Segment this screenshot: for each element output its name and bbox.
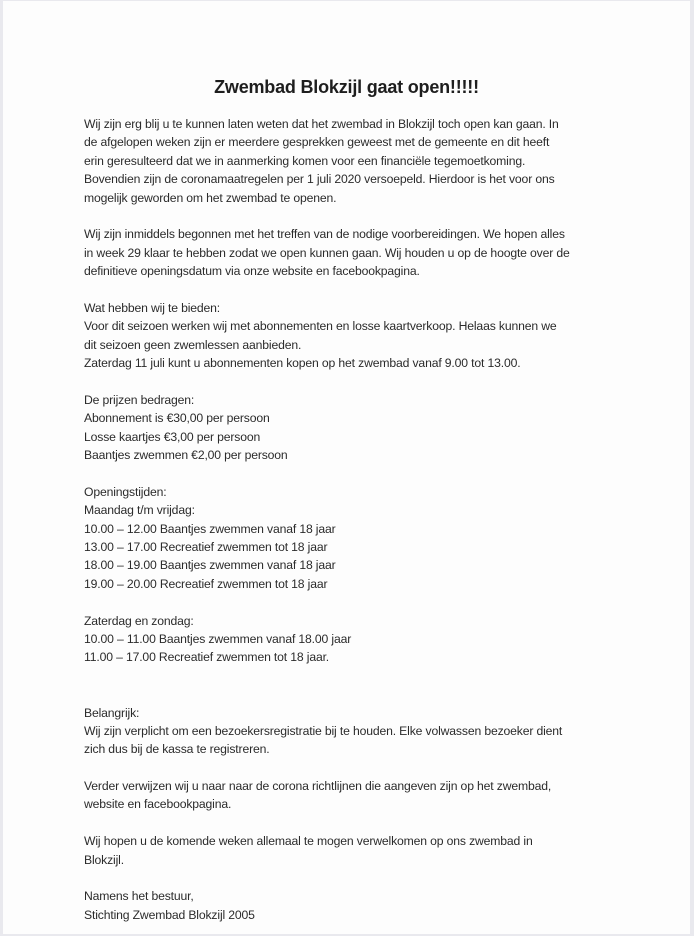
opening-hours-section xyxy=(84,483,624,667)
time-slot: 13.00 – 17.00 Recreatief zwemmen tot 18 jaar xyxy=(84,539,328,554)
text-line: zich dus bij de kassa te registreren. xyxy=(84,742,270,757)
prices-section xyxy=(84,391,624,465)
time-slot: 10.00 – 12.00 Baantjes zwemmen vanaf 18 jaar xyxy=(84,521,336,536)
guidelines-paragraph xyxy=(84,777,624,814)
section-heading: Belangrijk: xyxy=(84,705,140,720)
signature-organization: Stichting Zwembad Blokzijl 2005 xyxy=(84,907,255,922)
text-line: dit seizoen geen zwemlessen aanbieden. xyxy=(84,337,302,352)
text-line: Voor dit seizoen werken wij met abonnementen en losse kaartverkoop. Helaas kunnen we xyxy=(84,319,557,334)
intro-paragraph xyxy=(84,115,624,207)
document-title: Zwembad Blokzijl gaat open!!!!! xyxy=(214,77,479,97)
signature xyxy=(84,887,624,924)
document-page xyxy=(3,1,690,934)
section-heading: Wat hebben wij te bieden: xyxy=(84,300,221,315)
weekend-label: Zaterdag en zondag: xyxy=(84,613,194,628)
offer-section xyxy=(84,299,624,373)
price-item: Baantjes zwemmen €2,00 per persoon xyxy=(84,448,288,463)
preparations-paragraph xyxy=(84,225,624,280)
section-heading: Openingstijden: xyxy=(84,484,167,499)
text-line: in week 29 klaar te hebben zodat we open kunnen gaan. Wij houden u op de hoogte over de xyxy=(84,245,570,260)
price-item: Abonnement is €30,00 per persoon xyxy=(84,411,270,426)
text-line: Bovendien zijn de coronamaatregelen per 1 juli 2020 versoepeld. Hierdoor is het voor ons xyxy=(84,172,555,187)
text-line: definitieve openingsdatum via onze website en facebookpagina. xyxy=(84,264,420,279)
section-heading: De prijzen bedragen: xyxy=(84,392,195,407)
signature-line: Namens het bestuur, xyxy=(84,889,194,904)
text-line: Verder verwijzen wij u naar naar de corona richtlijnen die aangeven zijn op het zwembad, xyxy=(84,779,552,794)
text-line: website en facebookpagina. xyxy=(84,797,232,812)
text-line: Wij hopen u de komende weken allemaal te mogen verwelkomen op ons zwembad in xyxy=(84,834,533,849)
time-slot: 19.00 – 20.00 Recreatief zwemmen tot 18 jaar xyxy=(84,576,328,591)
text-line: Wij zijn verplicht om een bezoekersregistratie bij te houden. Elke volwassen bezoeker dient xyxy=(84,723,563,738)
text-line: Wij zijn erg blij u te kunnen laten weten dat het zwembad in Blokzijl toch open kan gaan. In xyxy=(84,117,559,131)
weekdays-label: Maandag t/m vrijdag: xyxy=(84,503,195,518)
time-slot: 11.00 – 17.00 Recreatief zwemmen tot 18 jaar. xyxy=(84,650,330,665)
text-line: Blokzijl. xyxy=(84,852,124,867)
time-slot: 18.00 – 19.00 Baantjes zwemmen vanaf 18 jaar xyxy=(84,558,336,573)
text-line: de afgelopen weken zijn er meerdere gesprekken geweest met de gemeente en dit heeft xyxy=(84,135,550,150)
text-line: Zaterdag 11 juli kunt u abonnementen kopen op het zwembad vanaf 9.00 tot 13.00. xyxy=(84,356,521,371)
text-line: erin geresulteerd dat we in aanmerking komen voor een financiële tegemoetkoming. xyxy=(84,153,526,168)
time-slot: 10.00 – 11.00 Baantjes zwemmen vanaf 18.00 jaar xyxy=(84,631,352,646)
important-section xyxy=(84,704,624,759)
document-body xyxy=(84,115,624,924)
closing-paragraph xyxy=(84,832,624,869)
price-item: Losse kaartjes €3,00 per persoon xyxy=(84,429,261,444)
text-line: Wij zijn inmiddels begonnen met het treffen van de nodige voorbereidingen. We hopen alles xyxy=(84,227,565,242)
text-line: mogelijk geworden om het zwembad te openen. xyxy=(84,190,337,205)
